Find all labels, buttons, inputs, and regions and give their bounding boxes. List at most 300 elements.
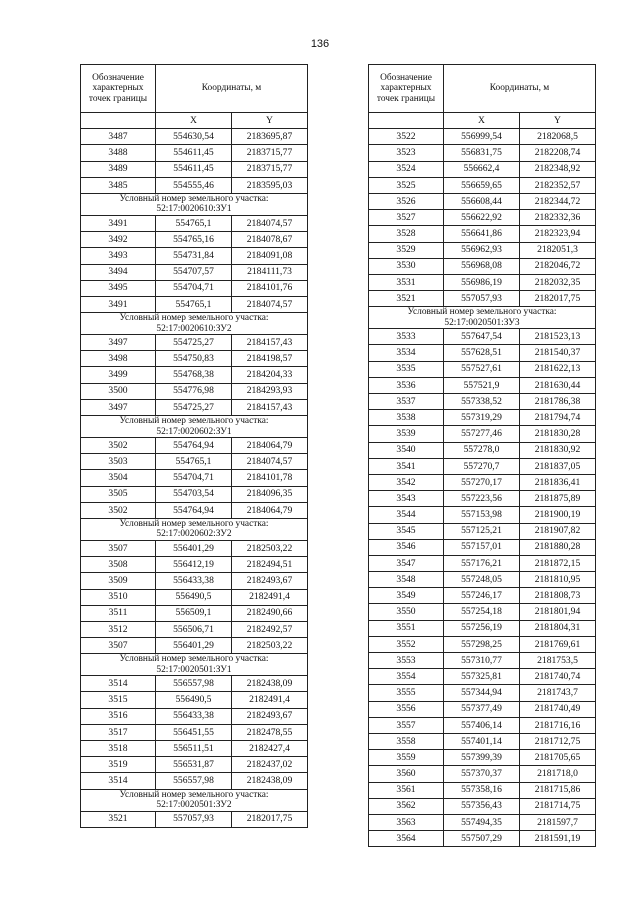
table-row xyxy=(369,258,596,274)
point-number: 3509 xyxy=(81,573,156,589)
y-coordinate: 2181808,73 xyxy=(520,588,596,604)
y-coordinate: 2181712,75 xyxy=(520,733,596,749)
point-number: 3562 xyxy=(369,798,444,814)
x-coordinate: 556412,19 xyxy=(156,557,232,573)
point-number: 3540 xyxy=(369,442,444,458)
y-coordinate: 2181872,15 xyxy=(520,555,596,571)
parcel-cadastral-number: 52:17:0020501:ЗУ3 xyxy=(444,317,520,328)
x-coordinate: 554611,45 xyxy=(156,145,232,161)
y-coordinate: 2182437,02 xyxy=(232,757,308,773)
table-row xyxy=(81,708,308,724)
point-number: 3517 xyxy=(81,724,156,740)
point-number: 3558 xyxy=(369,733,444,749)
y-coordinate: 2182332,36 xyxy=(520,210,596,226)
x-coordinate: 557319,29 xyxy=(444,410,520,426)
point-number: 3564 xyxy=(369,831,444,847)
x-coordinate: 557153,98 xyxy=(444,507,520,523)
x-coordinate: 556557,98 xyxy=(156,676,232,692)
point-number: 3539 xyxy=(369,426,444,442)
x-coordinate: 557521,9 xyxy=(444,377,520,393)
y-coordinate: 2181830,92 xyxy=(520,442,596,458)
table-row xyxy=(81,557,308,573)
parcel-cadastral-number: 52:17:0020602:ЗУ1 xyxy=(156,426,232,437)
table-row xyxy=(81,215,308,231)
x-coordinate: 554764,94 xyxy=(156,502,232,518)
x-coordinate: 557256,19 xyxy=(444,620,520,636)
parcel-cadastral-number: 52:17:0020602:ЗУ2 xyxy=(156,529,232,540)
point-number: 3503 xyxy=(81,454,156,470)
x-coordinate: 557628,51 xyxy=(444,345,520,361)
x-coordinate: 554704,71 xyxy=(156,280,232,296)
x-coordinate: 557298,25 xyxy=(444,636,520,652)
point-number: 3536 xyxy=(369,377,444,393)
y-coordinate: 2181769,61 xyxy=(520,636,596,652)
point-designation-header: Обозначение характерных точек границы xyxy=(81,65,156,113)
x-coordinate: 554704,71 xyxy=(156,470,232,486)
x-coordinate: 554765,1 xyxy=(156,215,232,231)
point-number: 3504 xyxy=(81,470,156,486)
table-row xyxy=(369,701,596,717)
point-number: 3522 xyxy=(369,129,444,145)
point-number: 3541 xyxy=(369,458,444,474)
point-number: 3514 xyxy=(81,773,156,789)
table-row xyxy=(81,367,308,383)
table-row xyxy=(81,264,308,280)
table-row xyxy=(81,605,308,621)
table-row xyxy=(369,750,596,766)
x-coordinate: 557399,39 xyxy=(444,750,520,766)
y-coordinate: 2182208,74 xyxy=(520,145,596,161)
y-coordinate: 2181875,89 xyxy=(520,491,596,507)
parcel-label-caption: Условный номер земельного участка: xyxy=(407,307,557,318)
x-coordinate: 556401,29 xyxy=(156,638,232,654)
point-number: 3491 xyxy=(81,296,156,312)
point-number: 3553 xyxy=(369,653,444,669)
parcel-label-row xyxy=(81,518,308,540)
x-coordinate: 554707,57 xyxy=(156,264,232,280)
table-row xyxy=(81,540,308,556)
point-number: 3538 xyxy=(369,410,444,426)
point-number: 3543 xyxy=(369,491,444,507)
y-coordinate: 2181715,86 xyxy=(520,782,596,798)
point-number: 3546 xyxy=(369,539,444,555)
x-coordinate: 556968,08 xyxy=(444,258,520,274)
table-row xyxy=(81,129,308,145)
x-coordinate: 557157,01 xyxy=(444,539,520,555)
x-coordinate: 557338,52 xyxy=(444,394,520,410)
y-coordinate: 2182068,5 xyxy=(520,129,596,145)
point-number: 3521 xyxy=(369,291,444,307)
table-row xyxy=(369,782,596,798)
point-number: 3494 xyxy=(81,264,156,280)
table-row xyxy=(369,193,596,209)
table-row xyxy=(81,757,308,773)
y-coordinate: 2182490,66 xyxy=(232,605,308,621)
y-coordinate: 2182017,75 xyxy=(232,811,308,827)
left-table-body xyxy=(81,129,308,828)
x-coordinate: 557248,05 xyxy=(444,572,520,588)
y-coordinate: 2182478,55 xyxy=(232,724,308,740)
y-coordinate: 2182494,51 xyxy=(232,557,308,573)
y-coordinate: 2181880,28 xyxy=(520,539,596,555)
table-row xyxy=(81,232,308,248)
table-row xyxy=(81,741,308,757)
x-coordinate: 556557,98 xyxy=(156,773,232,789)
table-row xyxy=(369,523,596,539)
y-coordinate: 2184064,79 xyxy=(232,502,308,518)
point-number: 3507 xyxy=(81,540,156,556)
parcel-label-row xyxy=(81,313,308,335)
table-row xyxy=(369,361,596,377)
coordinates-table-right xyxy=(368,64,596,847)
point-number: 3533 xyxy=(369,329,444,345)
point-number: 3547 xyxy=(369,555,444,571)
y-coordinate: 2181743,7 xyxy=(520,685,596,701)
point-number: 3548 xyxy=(369,572,444,588)
y-coordinate: 2181705,65 xyxy=(520,750,596,766)
coordinates-table-left xyxy=(80,64,308,828)
x-coordinate: 557406,14 xyxy=(444,717,520,733)
y-coordinate: 2181836,41 xyxy=(520,474,596,490)
point-number: 3527 xyxy=(369,210,444,226)
table-row xyxy=(369,507,596,523)
table-row xyxy=(81,621,308,637)
x-coordinate: 557356,43 xyxy=(444,798,520,814)
point-number: 3563 xyxy=(369,814,444,830)
x-coordinate: 557246,17 xyxy=(444,588,520,604)
y-coordinate: 2181753,5 xyxy=(520,653,596,669)
point-number: 3514 xyxy=(81,676,156,692)
y-coordinate: 2181804,31 xyxy=(520,620,596,636)
x-coordinate: 557507,29 xyxy=(444,831,520,847)
y-coordinate: 2181786,38 xyxy=(520,394,596,410)
point-number: 3560 xyxy=(369,766,444,782)
coordinates-header: Координаты, м xyxy=(444,65,596,113)
parcel-number-label xyxy=(81,518,308,540)
point-number: 3559 xyxy=(369,750,444,766)
point-number: 3550 xyxy=(369,604,444,620)
table-row xyxy=(369,588,596,604)
point-number: 3495 xyxy=(81,280,156,296)
point-number: 3557 xyxy=(369,717,444,733)
table-row xyxy=(81,335,308,351)
point-number: 3519 xyxy=(81,757,156,773)
table-row xyxy=(81,692,308,708)
point-number: 3529 xyxy=(369,242,444,258)
x-coordinate: 557223,56 xyxy=(444,491,520,507)
table-row xyxy=(81,676,308,692)
table-row xyxy=(81,248,308,264)
x-coordinate: 557310,77 xyxy=(444,653,520,669)
table-row xyxy=(369,572,596,588)
table-row xyxy=(369,604,596,620)
x-coordinate: 554764,94 xyxy=(156,438,232,454)
x-coordinate: 554725,27 xyxy=(156,399,232,415)
point-number: 3499 xyxy=(81,367,156,383)
point-number: 3555 xyxy=(369,685,444,701)
x-coordinate: 554731,84 xyxy=(156,248,232,264)
x-coordinate: 557057,93 xyxy=(156,811,232,827)
y-coordinate: 2181591,19 xyxy=(520,831,596,847)
table-row xyxy=(369,831,596,847)
y-coordinate: 2181718,0 xyxy=(520,766,596,782)
point-number: 3524 xyxy=(369,161,444,177)
y-coordinate: 2181540,37 xyxy=(520,345,596,361)
table-row xyxy=(369,177,596,193)
parcel-label-caption: Условный номер земельного участка: xyxy=(119,789,269,800)
parcel-label-row xyxy=(369,307,596,329)
parcel-cadastral-number: 52:17:0020610:ЗУ1 xyxy=(156,204,232,215)
x-coordinate: 554765,16 xyxy=(156,232,232,248)
x-coordinate: 556662,4 xyxy=(444,161,520,177)
table-row xyxy=(81,161,308,177)
y-coordinate: 2184293,93 xyxy=(232,383,308,399)
y-coordinate: 2182046,72 xyxy=(520,258,596,274)
y-coordinate: 2182491,4 xyxy=(232,692,308,708)
x-coordinate: 554750,83 xyxy=(156,351,232,367)
x-coordinate: 554768,38 xyxy=(156,367,232,383)
table-row xyxy=(369,145,596,161)
y-coordinate: 2182051,3 xyxy=(520,242,596,258)
point-number: 3534 xyxy=(369,345,444,361)
y-coordinate: 2182032,35 xyxy=(520,274,596,290)
y-coordinate: 2184074,57 xyxy=(232,215,308,231)
point-number: 3493 xyxy=(81,248,156,264)
point-number: 3498 xyxy=(81,351,156,367)
y-coordinate: 2181830,28 xyxy=(520,426,596,442)
point-number: 3512 xyxy=(81,621,156,637)
y-coordinate: 2182427,4 xyxy=(232,741,308,757)
parcel-number-label xyxy=(81,654,308,676)
x-coordinate: 554703,54 xyxy=(156,486,232,502)
point-number: 3492 xyxy=(81,232,156,248)
table-row xyxy=(81,502,308,518)
point-number: 3523 xyxy=(369,145,444,161)
table-row xyxy=(369,620,596,636)
table-row xyxy=(369,491,596,507)
parcel-label-caption: Условный номер земельного участка: xyxy=(119,313,269,324)
x-coordinate: 556433,38 xyxy=(156,573,232,589)
x-coordinate: 557278,0 xyxy=(444,442,520,458)
y-coordinate: 2182503,22 xyxy=(232,540,308,556)
parcel-number-label xyxy=(369,307,596,329)
parcel-label-caption: Условный номер земельного участка: xyxy=(119,654,269,665)
point-number: 3515 xyxy=(81,692,156,708)
parcel-number-label xyxy=(81,313,308,335)
parcel-label-row xyxy=(81,416,308,438)
point-number: 3497 xyxy=(81,335,156,351)
parcel-number-label xyxy=(81,789,308,811)
y-coordinate: 2181597,7 xyxy=(520,814,596,830)
x-coordinate: 557377,49 xyxy=(444,701,520,717)
x-coordinate: 557270,7 xyxy=(444,458,520,474)
x-coordinate: 554776,98 xyxy=(156,383,232,399)
point-number: 3552 xyxy=(369,636,444,652)
x-coordinate: 557358,16 xyxy=(444,782,520,798)
y-coordinate: 2184111,73 xyxy=(232,264,308,280)
y-coordinate: 2181837,05 xyxy=(520,458,596,474)
table-row xyxy=(81,383,308,399)
table-row xyxy=(369,458,596,474)
point-number: 3516 xyxy=(81,708,156,724)
x-coordinate: 557176,21 xyxy=(444,555,520,571)
page-number: 136 xyxy=(310,38,330,50)
point-number: 3502 xyxy=(81,438,156,454)
table-row xyxy=(81,573,308,589)
point-number: 3518 xyxy=(81,741,156,757)
y-coordinate: 2182493,67 xyxy=(232,573,308,589)
point-number: 3528 xyxy=(369,226,444,242)
x-coordinate: 556511,51 xyxy=(156,741,232,757)
y-coordinate: 2181740,74 xyxy=(520,669,596,685)
table-row xyxy=(369,685,596,701)
x-coordinate: 554555,46 xyxy=(156,177,232,193)
x-coordinate: 554611,45 xyxy=(156,161,232,177)
empty-header-cell xyxy=(81,113,156,129)
x-coordinate: 556986,19 xyxy=(444,274,520,290)
point-number: 3561 xyxy=(369,782,444,798)
point-number: 3489 xyxy=(81,161,156,177)
point-number: 3544 xyxy=(369,507,444,523)
x-coordinate: 554725,27 xyxy=(156,335,232,351)
parcel-cadastral-number: 52:17:0020610:ЗУ2 xyxy=(156,323,232,334)
y-coordinate: 2184074,57 xyxy=(232,296,308,312)
table-row xyxy=(369,226,596,242)
table-row xyxy=(81,589,308,605)
table-row xyxy=(369,442,596,458)
x-coordinate: 554765,1 xyxy=(156,454,232,470)
table-row xyxy=(369,345,596,361)
x-coordinate: 554630,54 xyxy=(156,129,232,145)
table-row xyxy=(369,539,596,555)
table-row xyxy=(369,210,596,226)
parcel-label-caption: Условный номер земельного участка: xyxy=(119,416,269,426)
y-header: Y xyxy=(232,113,308,129)
x-header: X xyxy=(444,113,520,129)
y-coordinate: 2182438,09 xyxy=(232,773,308,789)
parcel-label-row xyxy=(81,193,308,215)
y-coordinate: 2184074,57 xyxy=(232,454,308,470)
y-coordinate: 2182348,92 xyxy=(520,161,596,177)
x-coordinate: 556506,71 xyxy=(156,621,232,637)
y-coordinate: 2181810,95 xyxy=(520,572,596,588)
table-row xyxy=(369,329,596,345)
y-coordinate: 2181740,49 xyxy=(520,701,596,717)
y-coordinate: 2181801,94 xyxy=(520,604,596,620)
point-number: 3511 xyxy=(81,605,156,621)
point-number: 3485 xyxy=(81,177,156,193)
point-number: 3530 xyxy=(369,258,444,274)
x-coordinate: 556831,75 xyxy=(444,145,520,161)
x-coordinate: 557647,54 xyxy=(444,329,520,345)
point-number: 3491 xyxy=(81,215,156,231)
x-coordinate: 556962,93 xyxy=(444,242,520,258)
y-coordinate: 2182344,72 xyxy=(520,193,596,209)
y-coordinate: 2184157,43 xyxy=(232,399,308,415)
point-number: 3535 xyxy=(369,361,444,377)
x-coordinate: 557254,18 xyxy=(444,604,520,620)
table-row xyxy=(369,669,596,685)
table-row xyxy=(81,773,308,789)
table-row xyxy=(81,351,308,367)
point-number: 3507 xyxy=(81,638,156,654)
x-coordinate: 556451,55 xyxy=(156,724,232,740)
table-row xyxy=(81,145,308,161)
table-row xyxy=(369,814,596,830)
table-row xyxy=(369,129,596,145)
x-coordinate: 554765,1 xyxy=(156,296,232,312)
y-coordinate: 2181794,74 xyxy=(520,410,596,426)
x-coordinate: 556433,38 xyxy=(156,708,232,724)
empty-header-cell xyxy=(369,113,444,129)
y-header: Y xyxy=(520,113,596,129)
table-row xyxy=(369,242,596,258)
y-coordinate: 2183595,03 xyxy=(232,177,308,193)
y-coordinate: 2182491,4 xyxy=(232,589,308,605)
table-row xyxy=(369,555,596,571)
y-coordinate: 2183715,77 xyxy=(232,161,308,177)
y-coordinate: 2184157,43 xyxy=(232,335,308,351)
point-number: 3556 xyxy=(369,701,444,717)
point-number: 3545 xyxy=(369,523,444,539)
y-coordinate: 2183695,87 xyxy=(232,129,308,145)
y-coordinate: 2184204,33 xyxy=(232,367,308,383)
point-number: 3510 xyxy=(81,589,156,605)
x-coordinate: 557401,14 xyxy=(444,733,520,749)
table-row xyxy=(369,766,596,782)
x-coordinate: 556401,29 xyxy=(156,540,232,556)
parcel-cadastral-number: 52:17:0020501:ЗУ2 xyxy=(156,800,232,811)
x-coordinate: 557344,94 xyxy=(444,685,520,701)
y-coordinate: 2182503,22 xyxy=(232,638,308,654)
point-number: 3531 xyxy=(369,274,444,290)
parcel-cadastral-number: 52:17:0020501:ЗУ1 xyxy=(156,664,232,675)
table-row xyxy=(369,798,596,814)
point-number: 3488 xyxy=(81,145,156,161)
point-number: 3505 xyxy=(81,486,156,502)
y-coordinate: 2183715,77 xyxy=(232,145,308,161)
table-row xyxy=(369,717,596,733)
x-coordinate: 557057,93 xyxy=(444,291,520,307)
coordinates-header: Координаты, м xyxy=(156,65,308,113)
y-coordinate: 2182493,67 xyxy=(232,708,308,724)
y-coordinate: 2182492,57 xyxy=(232,621,308,637)
x-coordinate: 556531,87 xyxy=(156,757,232,773)
y-coordinate: 2181523,13 xyxy=(520,329,596,345)
table-row xyxy=(369,394,596,410)
x-coordinate: 557277,46 xyxy=(444,426,520,442)
x-coordinate: 557370,37 xyxy=(444,766,520,782)
y-coordinate: 2181622,13 xyxy=(520,361,596,377)
point-number: 3554 xyxy=(369,669,444,685)
x-coordinate: 556608,44 xyxy=(444,193,520,209)
y-coordinate: 2184064,79 xyxy=(232,438,308,454)
point-number: 3549 xyxy=(369,588,444,604)
x-coordinate: 556490,5 xyxy=(156,589,232,605)
x-coordinate: 556490,5 xyxy=(156,692,232,708)
y-coordinate: 2184101,78 xyxy=(232,470,308,486)
point-number: 3525 xyxy=(369,177,444,193)
table-row xyxy=(81,486,308,502)
point-number: 3500 xyxy=(81,383,156,399)
table-row xyxy=(81,724,308,740)
x-header: X xyxy=(156,113,232,129)
table-row xyxy=(369,636,596,652)
table-row xyxy=(81,296,308,312)
point-number: 3508 xyxy=(81,557,156,573)
table-row xyxy=(81,280,308,296)
table-row xyxy=(369,291,596,307)
